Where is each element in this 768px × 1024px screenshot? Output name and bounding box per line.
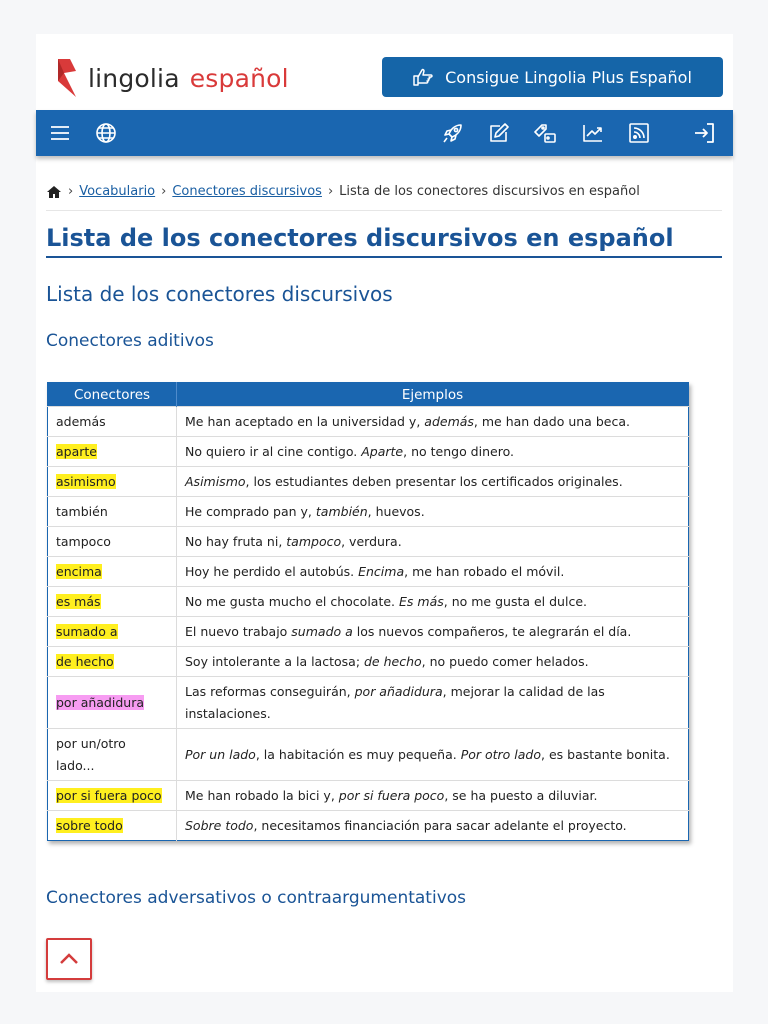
- chart-icon[interactable]: [581, 121, 605, 145]
- connector-cell: [48, 677, 177, 729]
- hand-pointer-icon: [413, 68, 433, 86]
- table-row: [48, 781, 689, 811]
- example-connector: Por otro lado: [460, 746, 542, 762]
- example-cell: [177, 677, 689, 729]
- connectors-table: [47, 382, 689, 841]
- example-connector: sumado a: [291, 623, 353, 639]
- connector-term: sobre todo: [56, 817, 123, 833]
- connector-term: por un/otro lado...: [56, 735, 126, 773]
- example-connector: Encima: [358, 563, 405, 579]
- column-header-ejemplos: Ejemplos: [177, 383, 689, 407]
- example-cell: [177, 497, 689, 527]
- tags-icon[interactable]: [533, 121, 557, 145]
- connector-term: es más: [56, 593, 101, 609]
- breadcrumb-link-vocabulario[interactable]: Vocabulario: [79, 184, 156, 199]
- title-underline: [46, 256, 722, 258]
- breadcrumb-separator: ›: [327, 184, 334, 199]
- example-cell: [177, 729, 689, 781]
- feed-icon[interactable]: [627, 121, 651, 145]
- connector-term: también: [56, 503, 108, 519]
- divider: [46, 210, 722, 211]
- scroll-to-top-button[interactable]: [46, 938, 92, 980]
- subsection-heading-aditivos: Conectores aditivos: [46, 331, 214, 351]
- breadcrumb-current: Lista de los conectores discursivos en español: [339, 184, 640, 199]
- menu-icon[interactable]: [48, 121, 72, 145]
- plus-cta-label: Consigue Lingolia Plus Español: [445, 67, 692, 87]
- logo-flag-icon: [56, 59, 78, 97]
- example-cell: [177, 617, 689, 647]
- connector-term: encima: [56, 563, 102, 579]
- edit-icon[interactable]: [487, 121, 511, 145]
- example-connector: por añadidura: [354, 683, 443, 699]
- page-title: Lista de los conectores discursivos en español: [46, 224, 674, 252]
- example-cell: [177, 407, 689, 437]
- table-row: [48, 497, 689, 527]
- connector-term: sumado a: [56, 623, 118, 639]
- logo-text-espanol: español: [189, 63, 289, 93]
- connector-cell: [48, 587, 177, 617]
- connector-term: asimismo: [56, 473, 116, 489]
- table-row: [48, 557, 689, 587]
- table-row: [48, 677, 689, 729]
- example-connector: Es más: [399, 593, 444, 609]
- connector-cell: [48, 437, 177, 467]
- example-connector: además: [424, 413, 474, 429]
- example-text: He comprado pan y,: [185, 503, 316, 519]
- connector-cell: [48, 557, 177, 587]
- example-text: Soy intolerante a la lactosa;: [185, 653, 364, 669]
- connector-cell: [48, 729, 177, 781]
- connector-cell: [48, 407, 177, 437]
- example-connector: Asimismo: [185, 473, 246, 489]
- site-header: [36, 34, 733, 110]
- breadcrumb: [46, 184, 640, 199]
- example-text: , me han dado una beca.: [473, 413, 630, 429]
- example-text: No hay fruta ni,: [185, 533, 287, 549]
- connector-cell: [48, 527, 177, 557]
- table-row: [48, 729, 689, 781]
- table-row: [48, 407, 689, 437]
- example-text: El nuevo trabajo: [185, 623, 292, 639]
- connector-term: por si fuera poco: [56, 787, 162, 803]
- table-body: [48, 407, 689, 841]
- example-text: , no tengo dinero.: [403, 443, 514, 459]
- logo-text-lingolia: lingolia: [88, 63, 180, 93]
- globe-icon[interactable]: [94, 121, 118, 145]
- table-row: [48, 647, 689, 677]
- example-text: Me han aceptado en la universidad y,: [185, 413, 425, 429]
- example-connector: Por un lado: [185, 746, 256, 762]
- example-connector: Aparte: [361, 443, 404, 459]
- connector-cell: [48, 617, 177, 647]
- connector-cell: [48, 497, 177, 527]
- example-text: No me gusta mucho el chocolate.: [185, 593, 400, 609]
- example-text: , es bastante bonita.: [541, 746, 670, 762]
- table-row: [48, 811, 689, 841]
- example-cell: [177, 467, 689, 497]
- example-connector: Sobre todo: [185, 817, 254, 833]
- example-connector: también: [315, 503, 368, 519]
- example-text: , no puedo comer helados.: [421, 653, 589, 669]
- home-icon[interactable]: [46, 185, 62, 199]
- sign-in-icon[interactable]: [693, 121, 717, 145]
- example-text: , verdura.: [341, 533, 402, 549]
- connector-term: además: [56, 413, 106, 429]
- chevron-up-icon: [58, 952, 80, 966]
- example-connector: por si fuera poco: [338, 787, 445, 803]
- section-heading: Lista de los conectores discursivos: [46, 282, 393, 306]
- table-row: [48, 617, 689, 647]
- connector-cell: [48, 811, 177, 841]
- page: [36, 34, 733, 992]
- example-text: , la habitación es muy pequeña.: [255, 746, 461, 762]
- breadcrumb-separator: ›: [161, 184, 167, 199]
- example-cell: [177, 587, 689, 617]
- example-connector: tampoco: [286, 533, 342, 549]
- table-row: [48, 527, 689, 557]
- example-cell: [177, 811, 689, 841]
- example-cell: [177, 781, 689, 811]
- rocket-icon[interactable]: [441, 121, 465, 145]
- connector-term: aparte: [56, 443, 97, 459]
- site-logo[interactable]: [56, 58, 289, 98]
- example-text: , no me gusta el dulce.: [443, 593, 587, 609]
- subsection-heading-adversativos: Conectores adversativos o contraargumentativos: [46, 888, 467, 908]
- example-text: , los estudiantes deben presentar los certificados originales.: [245, 473, 623, 489]
- example-text: Las reformas conseguirán,: [185, 683, 355, 699]
- example-text: , mejorar la calidad de las instalaciones.: [185, 683, 605, 721]
- example-text: , se ha puesto a diluviar.: [444, 787, 598, 803]
- connector-cell: [48, 647, 177, 677]
- example-text: , me han robado el móvil.: [404, 563, 565, 579]
- example-cell: [177, 527, 689, 557]
- breadcrumb-separator: ›: [68, 184, 74, 199]
- connector-term: por añadidura: [56, 694, 145, 710]
- plus-cta-button[interactable]: [382, 57, 723, 97]
- example-cell: [177, 437, 689, 467]
- breadcrumb-link-conectores[interactable]: Conectores discursivos: [172, 184, 322, 199]
- example-text: No quiero ir al cine contigo.: [185, 443, 362, 459]
- example-cell: [177, 647, 689, 677]
- example-text: los nuevos compañeros, te alegrarán el día.: [352, 623, 632, 639]
- column-header-conectores: Conectores: [48, 383, 177, 407]
- table-row: [48, 467, 689, 497]
- connector-cell: [48, 781, 177, 811]
- table-row: [48, 587, 689, 617]
- example-text: , huevos.: [367, 503, 425, 519]
- logo-text: [88, 64, 289, 93]
- connector-term: de hecho: [56, 653, 114, 669]
- example-text: Me han robado la bici y,: [185, 787, 339, 803]
- main-navbar: [36, 110, 733, 156]
- example-connector: de hecho: [364, 653, 422, 669]
- table-row: [48, 437, 689, 467]
- example-text: Hoy he perdido el autobús.: [185, 563, 359, 579]
- connector-term: tampoco: [56, 533, 111, 549]
- connector-cell: [48, 467, 177, 497]
- example-cell: [177, 557, 689, 587]
- example-text: , necesitamos financiación para sacar adelante el proyecto.: [253, 817, 627, 833]
